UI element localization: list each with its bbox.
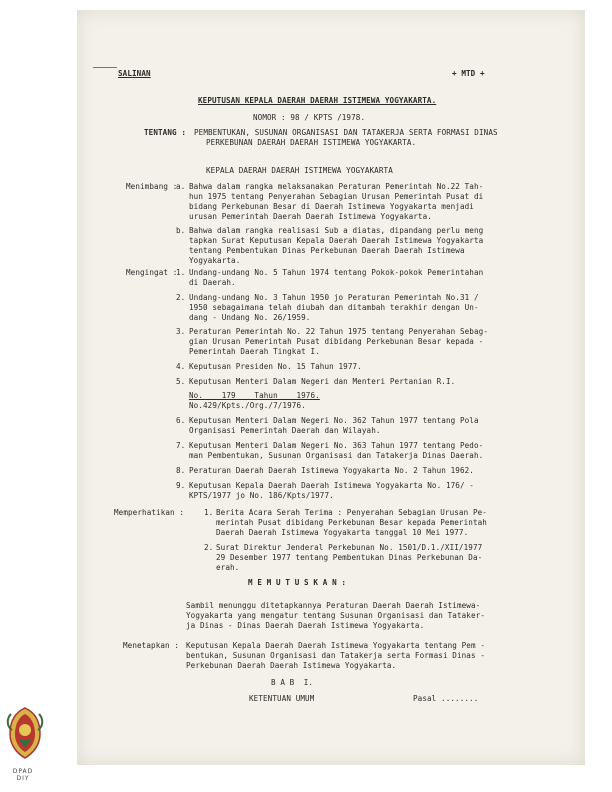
mengingat-7-line: Keputusan Menteri Dalam Negeri No. 363 Tahun 1977 tentang Pedo- [189, 441, 484, 450]
mengingat-3-line: Peraturan Pemerintah No. 22 Tahun 1975 tentang Penyerahan Sebag- [189, 327, 488, 336]
bab-title: B A B I. [271, 678, 314, 687]
memperhatikan-2-line: 29 Desember 1977 tentang Pembentukan Dinas Perkebunan Da- [216, 553, 483, 562]
menimbang-a-line: hun 1975 tentang Penyerahan Sebagian Urusan Pemerintah Pusat di [189, 192, 484, 201]
mengingat-6-num: 6. [176, 416, 186, 425]
memutuskan-heading: M E M U T U S K A N : [248, 578, 347, 587]
document-title: KEPUTUSAN KEPALA DAERAH DAERAH ISTIMEWA YOGYAKARTA. [198, 96, 437, 105]
memutuskan-line: Yogyakarta yang mengatur tentang Susunan Organisasi dan Tataker- [186, 611, 485, 620]
menimbang-label: Menimbang : [126, 182, 178, 191]
menimbang-a-line: urusan Pemerintah Daerah Daerah Istimewa Yogyakarta. [189, 212, 432, 221]
corner-scribble [93, 67, 117, 68]
menimbang-b-line: Bahwa dalam rangka realisasi Sub a diatas, dipandang perlu meng [189, 226, 484, 235]
kepala-heading: KEPALA DAERAH DAERAH ISTIMEWA YOGYAKARTA [206, 166, 393, 175]
crest-icon [8, 708, 43, 758]
mengingat-3-num: 3. [176, 327, 186, 336]
memperhatikan-1-line: merintah Pusat dibidang Perkebunan Besar kepada Pemerintah [216, 518, 487, 527]
document-number: NOMOR : 98 / KPTS /1978. [253, 113, 366, 122]
mengingat-5-line: No. 179 Tahun 1976. [189, 391, 320, 400]
mengingat-9-line: Keputusan Kepala Daerah Daerah Istimewa Yogyakarta No. 176/ - [189, 481, 474, 490]
mengingat-8-line: Peraturan Daerah Daerah Istimewa Yogyakarta No. 2 Tahun 1962. [189, 466, 474, 475]
mengingat-7-num: 7. [176, 441, 186, 450]
menimbang-b-line: Yogyakarta. [189, 256, 241, 265]
salinan-label: SALINAN [118, 69, 151, 78]
mengingat-2-line: dang - Undang No. 26/1959. [189, 313, 311, 322]
menetapkan-label: Menetapkan : [123, 641, 180, 650]
memperhatikan-2-num: 2. [204, 543, 214, 552]
mengingat-1-num: 1. [176, 268, 186, 277]
mengingat-1-line: di Daerah. [189, 278, 236, 287]
mtd-label: + MTD + [452, 69, 485, 78]
mengingat-5-line: No.429/Kpts./Org./7/1976. [189, 401, 306, 410]
mengingat-1-line: Undang-undang No. 5 Tahun 1974 tentang Pokok-pokok Pemerintahan [189, 268, 484, 277]
mengingat-2-line: 1950 sebagaimana telah diubah dan ditambah terakhir dengan Un- [189, 303, 479, 312]
mengingat-5-num: 5. [176, 377, 186, 386]
pasal-continuation: Pasal ........ [413, 694, 479, 703]
mengingat-6-line: Organisasi Pemerintah Daerah dan Wilayah. [189, 426, 381, 435]
tentang-label: TENTANG : [144, 128, 187, 137]
menimbang-a-line: bidang Perkebunan Besar di Daerah Istimewa Yogyakarta menjadi [189, 202, 474, 211]
memperhatikan-2-line: erah. [216, 563, 240, 572]
mengingat-4-num: 4. [176, 362, 186, 371]
logo-text: DPAD DIY [12, 768, 34, 782]
mengingat-7-line: man Pembentukan, Susunan Organisasi dan Tatakerja Dinas Daerah. [189, 451, 484, 460]
memperhatikan-1-num: 1. [204, 508, 214, 517]
mengingat-label: Mengingat : [126, 268, 178, 277]
mengingat-2-num: 2. [176, 293, 186, 302]
menetapkan-line: bentukan, Susunan Organisasi dan Tatakerja serta Formasi Dinas - [186, 651, 485, 660]
mengingat-9-num: 9. [176, 481, 186, 490]
menimbang-a-line: Bahwa dalam rangka melaksanakan Peraturan Pemerintah No.22 Tah- [189, 182, 484, 191]
mengingat-3-line: gian Urusan Pemerintah Pusat dibidang Perkebunan Besar kepada - [189, 337, 484, 346]
bab-subtitle: KETENTUAN UMUM [249, 694, 315, 703]
mengingat-2-line: Undang-undang No. 3 Tahun 1950 jo Peraturan Pemerintah No.31 / [189, 293, 479, 302]
menetapkan-line: Perkebunan Daerah Daerah Istimewa Yogyakarta. [186, 661, 397, 670]
mengingat-3-line: Pemerintah Daerah Tingkat I. [189, 347, 320, 356]
tentang-line-2: PERKEBUNAN DAERAH DAERAH ISTIMEWA YOGYAKARTA. [206, 138, 417, 147]
mengingat-8-num: 8. [176, 466, 186, 475]
tentang-line-1: PEMBENTUKAN, SUSUNAN ORGANISASI DAN TATAKERJA SERTA FORMASI DINAS [194, 128, 498, 137]
mengingat-4-line: Keputusan Presiden No. 15 Tahun 1977. [189, 362, 362, 371]
mengingat-9-line: KPTS/1977 jo No. 186/Kpts/1977. [189, 491, 334, 500]
memperhatikan-1-line: Daerah Daerah Istimewa Yogyakarta tanggal 10 Mei 1977. [216, 528, 469, 537]
mengingat-5-line: Keputusan Menteri Dalam Negeri dan Menteri Pertanian R.I. [189, 377, 456, 386]
menimbang-a-num: a. [176, 182, 186, 191]
memperhatikan-label: Memperhatikan : [114, 508, 185, 517]
memperhatikan-1-line: Berita Acara Serah Terima : Penyerahan Sebagian Urusan Pe- [216, 508, 487, 517]
menimbang-b-num: b. [176, 226, 186, 235]
menetapkan-line: Keputusan Kepala Daerah Daerah Istimewa Yogyakarta tentang Pem - [186, 641, 485, 650]
memutuskan-line: Sambil menunggu ditetapkannya Peraturan Daerah Daerah Istimewa- [186, 601, 481, 610]
memutuskan-line: ja Dinas - Dinas Daerah Daerah Istimewa Yogyakarta. [186, 621, 425, 630]
memperhatikan-2-line: Surat Direktur Jenderal Perkebunan No. 1501/D.1./XII/1977 [216, 543, 483, 552]
mengingat-6-line: Keputusan Menteri Dalam Negeri No. 362 Tahun 1977 tentang Pola [189, 416, 479, 425]
menimbang-b-line: tentang Pembentukan Dinas Perkebunan Daerah Daerah Istimewa [189, 246, 465, 255]
menimbang-b-line: tapkan Surat Keputusan Kepala Daerah Daerah Istimewa Yogyakarta [189, 236, 484, 245]
